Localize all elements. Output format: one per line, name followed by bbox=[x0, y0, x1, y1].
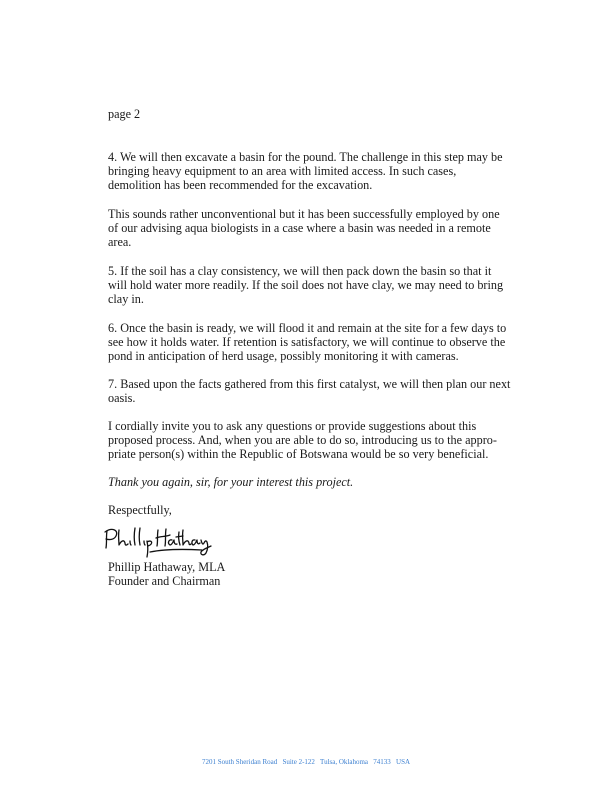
text-line: proposed process. And, when you are able to do so, introducing us to the appro- bbox=[108, 433, 497, 448]
text-line: oasis. bbox=[108, 391, 136, 406]
text-line: pond in anticipation of herd usage, possibly monitoring it with cameras. bbox=[108, 349, 459, 364]
text-line: This sounds rather unconventional but it has been successfully employed by one bbox=[108, 207, 500, 221]
text-line: 7. Based upon the facts gathered from this first catalyst, we will then plan our next bbox=[108, 377, 511, 391]
text-line: demolition has been recommended for the excavation. bbox=[108, 178, 373, 193]
text-line: will hold water more readily. If the soil does not have clay, we may need to bring bbox=[108, 278, 504, 293]
signature-image bbox=[103, 522, 213, 558]
text-line: of our advising aqua biologists in a case where a basin was needed in a remote bbox=[108, 221, 491, 236]
text-line: clay in. bbox=[108, 292, 144, 307]
signer-name: Phillip Hathaway, MLA bbox=[108, 560, 226, 574]
paragraph-unconventional bbox=[108, 207, 508, 250]
text-line: priate person(s) within the Republic of Botswana would be so very beneficial. bbox=[108, 447, 489, 462]
text-line: see how it holds water. If retention is satisfactory, we will continue to observe the bbox=[108, 335, 506, 350]
paragraph-step-5 bbox=[108, 264, 508, 307]
signer-title: Founder and Chairman bbox=[108, 574, 221, 589]
footer-address: 7201 South Sheridan Road Suite 2-122 Tulsa, Oklahoma 74133 USA bbox=[201, 758, 411, 766]
signature-block bbox=[108, 560, 225, 588]
signature-scribble bbox=[103, 522, 213, 558]
paragraph-step-7 bbox=[108, 377, 511, 406]
closing-text: Respectfully, bbox=[108, 503, 172, 517]
text-line: 6. Once the basin is ready, we will flood it and remain at the site for a few days to bbox=[108, 321, 507, 335]
paragraph-step-4 bbox=[108, 150, 508, 193]
text-line: bringing heavy equipment to an area with limited access. In such cases, bbox=[108, 164, 457, 179]
text-line: area. bbox=[108, 235, 132, 250]
text-line: Thank you again, sir, for your interest this project. bbox=[108, 475, 354, 489]
text-line: 5. If the soil has a clay consistency, we will then pack down the basin so that it bbox=[108, 264, 492, 278]
text-line: 4. We will then excavate a basin for the pound. The challenge in this step may be bbox=[108, 150, 503, 164]
paragraph-invitation bbox=[108, 419, 508, 462]
text-line: I cordially invite you to ask any questions or provide suggestions about this bbox=[108, 419, 477, 433]
closing bbox=[108, 503, 508, 517]
paragraph-step-6 bbox=[108, 321, 508, 364]
thank-you-line bbox=[108, 475, 508, 489]
page-number: page 2 bbox=[108, 107, 141, 121]
